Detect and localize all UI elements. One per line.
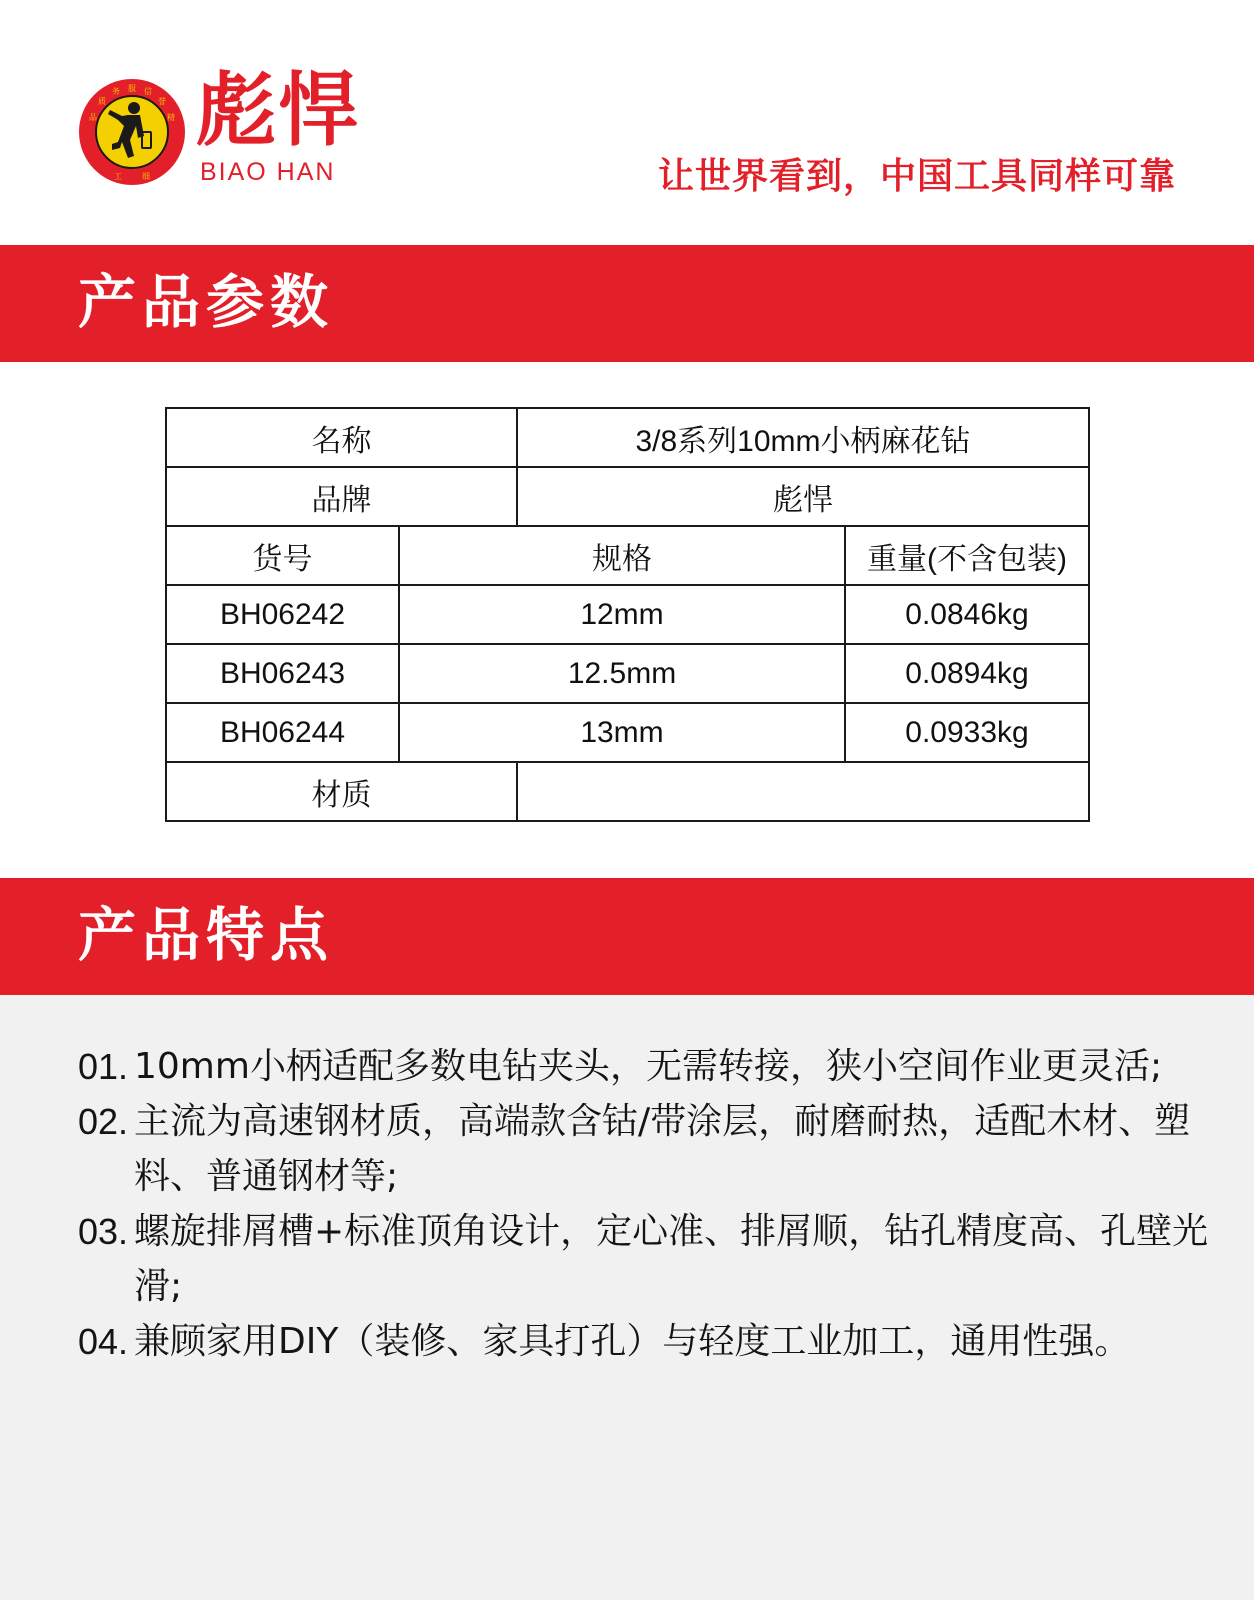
header-weight: 重量(不含包装): [845, 526, 1089, 585]
sku-cell: BH06242: [166, 585, 399, 644]
svg-text:誉: 誉: [158, 97, 166, 106]
sku-cell: BH06243: [166, 644, 399, 703]
table-row: [166, 762, 1089, 821]
svg-text:服: 服: [128, 84, 136, 93]
brand-name-english: BIAO HAN: [200, 158, 336, 186]
svg-text:工: 工: [114, 172, 122, 181]
header-sku: 货号: [166, 526, 399, 585]
sku-cell: BH06244: [166, 703, 399, 762]
svg-text:务: 务: [112, 87, 120, 96]
feature-list: [78, 1039, 1218, 1369]
params-section-banner: [0, 245, 1254, 362]
brand-slogan: 让世界看到，中国工具同样可靠: [657, 156, 1176, 197]
features-section-title: 产品特点: [78, 901, 335, 969]
feature-number: 01.: [78, 1046, 129, 1087]
table-row: [166, 585, 1089, 644]
material-label-cell: 材质: [166, 762, 517, 821]
table-row: [166, 644, 1089, 703]
material-value-cell: [517, 762, 1089, 821]
spec-table: [165, 407, 1090, 822]
table-header-row: [166, 526, 1089, 585]
feature-number: 03.: [78, 1211, 129, 1252]
name-value-cell: 3/8系列10mm小柄麻花钻: [517, 408, 1089, 467]
feature-number: 02.: [78, 1101, 129, 1142]
feature-text: 螺旋排屑槽+标准顶角设计，定心准、排屑顺，钻孔精度高、孔壁光滑;: [134, 1211, 1209, 1307]
name-label-cell: 名称: [166, 408, 517, 467]
page-header: [0, 0, 1254, 245]
weight-cell: 0.0894kg: [845, 644, 1089, 703]
brand-label-cell: 品牌: [166, 467, 517, 526]
features-section: [0, 995, 1254, 1600]
feature-text: 10mm小柄适配多数电钻夹头，无需转接，狭小空间作业更灵活;: [134, 1046, 1163, 1087]
feature-text: 兼顾家用DIY（装修、家具打孔）与轻度工业加工，通用性强。: [134, 1321, 1131, 1362]
spec-cell: 12.5mm: [399, 644, 845, 703]
header-spec: 规格: [399, 526, 845, 585]
spec-cell: 12mm: [399, 585, 845, 644]
svg-text:品: 品: [89, 113, 97, 122]
svg-text:信: 信: [144, 87, 152, 96]
table-row: [166, 467, 1089, 526]
table-row: [166, 408, 1089, 467]
weight-cell: 0.0933kg: [845, 703, 1089, 762]
feature-text: 主流为高速钢材质，高端款含钴/带涂层，耐磨耐热，适配木材、塑料、普通钢材等;: [134, 1101, 1191, 1197]
brand-emblem-icon: [78, 78, 186, 186]
table-row: [166, 703, 1089, 762]
feature-item: [78, 1314, 1218, 1369]
brand-value-cell: 彪悍: [517, 467, 1089, 526]
feature-number: 04.: [78, 1321, 129, 1362]
feature-item: [78, 1204, 1218, 1314]
svg-text:细: 细: [142, 172, 150, 181]
svg-text:质: 质: [98, 97, 106, 106]
spec-cell: 13mm: [399, 703, 845, 762]
weight-cell: 0.0846kg: [845, 585, 1089, 644]
feature-item: [78, 1039, 1218, 1094]
params-section: [0, 362, 1254, 878]
feature-item: [78, 1094, 1218, 1204]
svg-text:精: 精: [167, 113, 175, 122]
brand-name-chinese: 彪悍: [196, 63, 360, 157]
features-section-banner: [0, 878, 1254, 995]
params-section-title: 产品参数: [78, 268, 335, 336]
